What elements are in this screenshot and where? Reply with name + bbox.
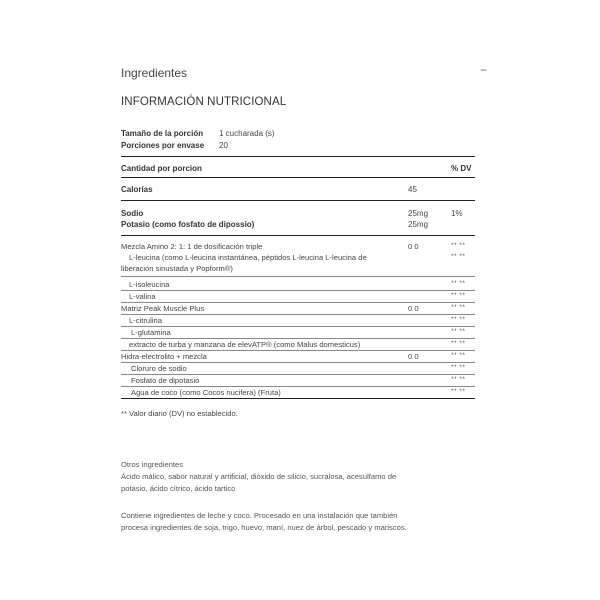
blend-row-amount: 0 0 (408, 352, 419, 361)
blend-row-dv: ** ** (451, 292, 466, 299)
calories-value: 45 (408, 185, 417, 194)
footnote: ** Valor diario (DV) no establecido. (121, 409, 238, 418)
collapse-icon[interactable]: − (480, 63, 488, 77)
blend-row-text: L-glutamina (131, 328, 171, 337)
divider (121, 290, 475, 291)
serving-size-value: 1 cucharada (s) (219, 129, 275, 138)
potassium-label: Potasio (como fosfato de dipossio) (121, 220, 255, 229)
other-ingredients-line: Ácido málico, sabor natural y artificial, dióxido de silicio, sucralosa, acesulfamo de (121, 472, 397, 481)
sodium-value: 25mg (408, 209, 429, 218)
blend-row-dv: ** ** (451, 304, 466, 311)
blend-row-amount: 0 0 (408, 242, 419, 251)
blend-row-text: L-leucina (como L-leucina instantánea, péptidos L-leucina L-leucina de (129, 253, 367, 262)
divider (121, 398, 475, 399)
divider (121, 302, 475, 303)
blend-row-dv: ** ** (451, 280, 466, 287)
blend-row-dv: ** ** (451, 376, 466, 383)
divider (121, 326, 475, 327)
sodium-label: Sodio (121, 209, 144, 218)
blend-row-text: Hidra-electrolito + mezcla (121, 352, 207, 361)
blend-row-text: Matriz Peak Muscle Plus (121, 304, 205, 313)
blend-row-dv: ** ** (451, 364, 466, 371)
divider (121, 276, 475, 277)
divider (121, 235, 475, 236)
allergen-statement-line: procesa ingredientes de soja, trigo, huevo, maní, nuez de árbol, pescado y mariscos. (121, 523, 407, 532)
blend-row-dv: ** ** (451, 388, 466, 395)
blend-row-text: L-valina (129, 292, 156, 301)
servings-per-container-value: 20 (219, 141, 228, 150)
section-title: Ingredientes (121, 66, 188, 80)
blend-row-dv: ** ** (451, 253, 466, 260)
blend-row-text: liberación sinustada y Popform®) (121, 264, 233, 273)
blend-row-text: L-citrulina (129, 316, 162, 325)
sodium-dv: 1% (451, 209, 463, 218)
blend-row-amount: 0 0 (408, 304, 419, 313)
blend-row-text: L-isoleucina (129, 280, 170, 289)
blend-row-text: Fosfato de dipotasio (131, 376, 200, 385)
blend-row-dv: ** ** (451, 340, 466, 347)
dv-header: % DV (451, 164, 472, 173)
serving-size-label: Tamaño de la porción (121, 129, 204, 138)
divider (121, 362, 475, 363)
divider (121, 338, 475, 339)
blend-row-text: Mezcla Amino 2: 1: 1 de dosificación triple (121, 242, 263, 251)
divider (121, 386, 475, 387)
divider (121, 200, 475, 201)
potassium-value: 25mg (408, 220, 429, 229)
blend-row-dv: ** ** (451, 316, 466, 323)
divider (121, 374, 475, 375)
servings-per-container-label: Porciones por envase (121, 141, 205, 150)
panel-title: INFORMACIÓN NUTRICIONAL (121, 96, 287, 108)
blend-row-text: Agua de coco (como Cocos nucifera) (Fruta) (131, 388, 281, 397)
blend-row-dv: ** ** (451, 352, 466, 359)
blend-row-dv: ** ** (451, 242, 466, 249)
blend-row-text: Cloruro de sodio (131, 364, 187, 373)
amount-per-serving-label: Cantidad por porcion (121, 164, 202, 173)
allergen-statement-line: Contiene ingredientes de leche y coco. Procesado en una instalación que también (121, 511, 398, 520)
blend-row-text: extracto de turba y manzana de elevATP® (como Malus domesticus) (129, 340, 361, 349)
blend-row-dv: ** ** (451, 328, 466, 335)
divider (121, 177, 475, 178)
other-ingredients-line: potasio, ácido cítrico, ácido tartico (121, 484, 236, 493)
divider (121, 314, 475, 315)
divider (121, 350, 475, 351)
other-ingredients-title: Otros ingredientes (121, 460, 184, 469)
calories-label: Calorías (121, 185, 153, 194)
divider (121, 156, 475, 157)
